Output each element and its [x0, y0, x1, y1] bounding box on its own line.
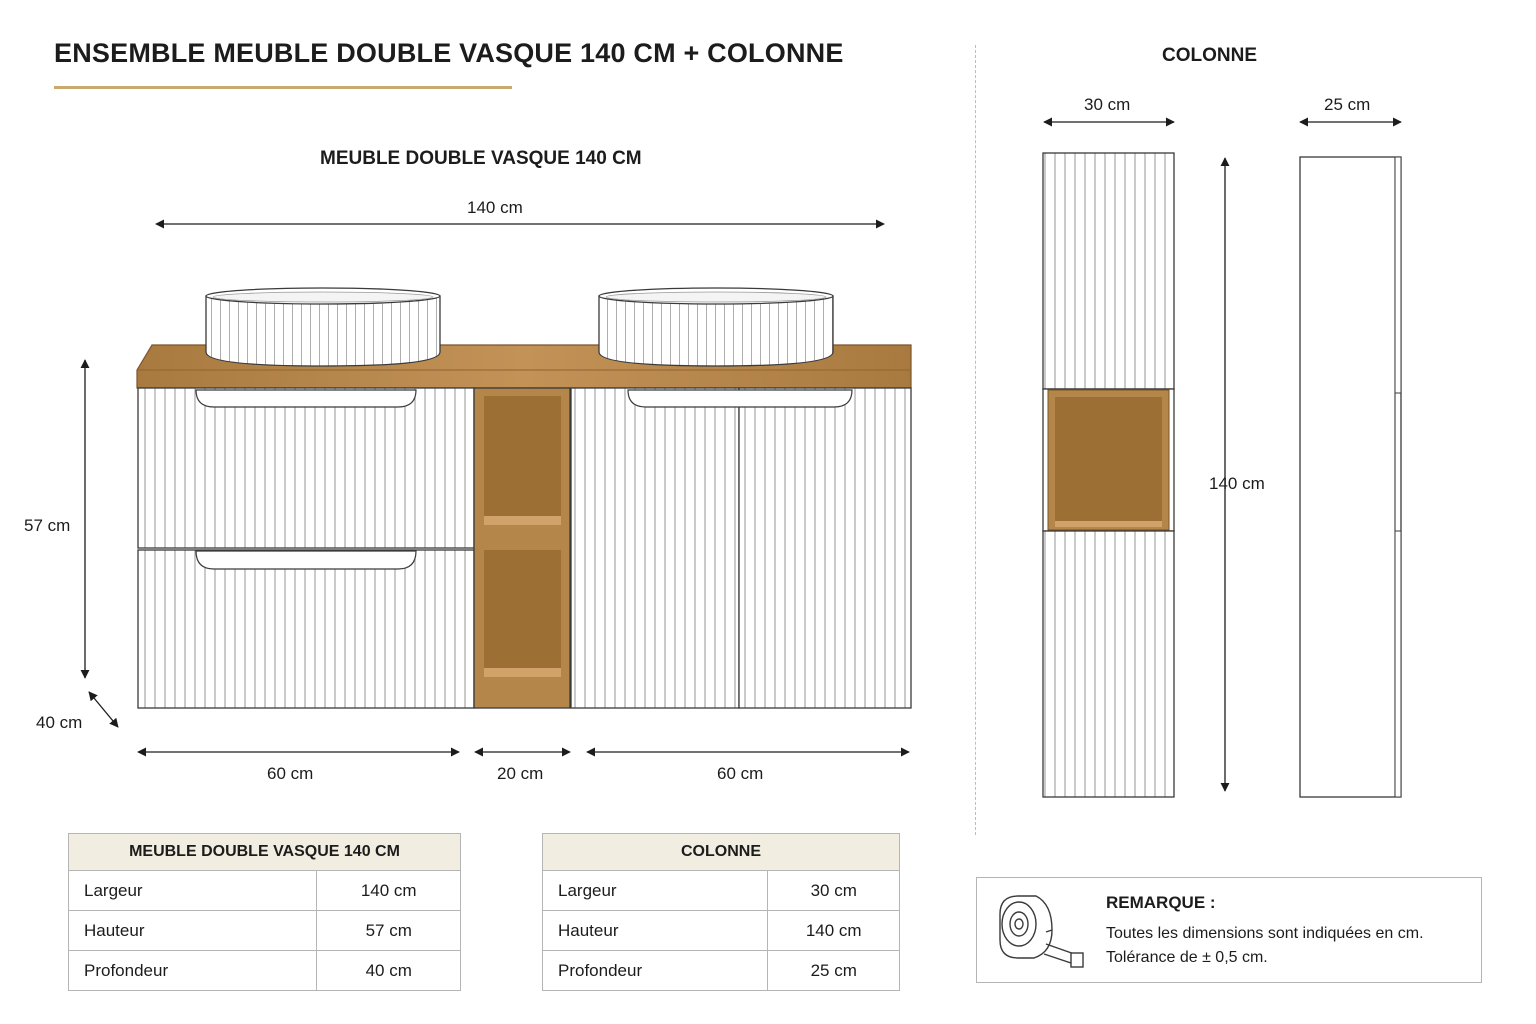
depth-dim-line [89, 692, 118, 727]
colonne-table-header: COLONNE [543, 834, 900, 871]
table-row [543, 871, 900, 911]
bottom-drawer-handle [196, 551, 416, 569]
right-door [739, 388, 911, 708]
column-width-dim-label: 30 cm [1084, 95, 1131, 114]
row-value: 30 cm [768, 871, 900, 911]
remark-line-tolerance: Tolérance de ± 0,5 cm. [1106, 949, 1268, 966]
row-label: Profondeur [543, 951, 768, 991]
column-side-view [1300, 157, 1401, 797]
colonne-spec-table [542, 833, 900, 991]
row-value: 140 cm [317, 871, 461, 911]
top-drawer-handle [196, 390, 416, 407]
left-width-dim-label: 60 cm [267, 764, 314, 783]
column-height-dim-label: 140 cm [1209, 474, 1265, 493]
column-niche [1043, 389, 1174, 531]
meuble-spec-table [68, 833, 461, 991]
door-handle [628, 390, 852, 407]
meuble-heading: MEUBLE DOUBLE VASQUE 140 CM [320, 148, 642, 169]
row-value: 57 cm [317, 911, 461, 951]
column-upper-door [1043, 153, 1174, 389]
left-door [571, 388, 739, 708]
table-row [543, 951, 900, 991]
remark-line-units: Toutes les dimensions sont indiquées en cm. [1106, 925, 1424, 942]
row-value: 140 cm [768, 911, 900, 951]
middle-width-dim-label: 20 cm [497, 764, 544, 783]
page-title: ENSEMBLE MEUBLE DOUBLE VASQUE 140 CM + COLONNE [54, 38, 844, 68]
left-basin [206, 288, 440, 366]
right-width-dim-label: 60 cm [717, 764, 764, 783]
depth-dim-label: 40 cm [36, 713, 83, 732]
remark-title: REMARQUE : [1106, 893, 1216, 912]
table-row [543, 911, 900, 951]
row-label: Largeur [543, 871, 768, 911]
column-lower-door [1043, 531, 1174, 797]
table-row [69, 951, 461, 991]
table-row [69, 911, 461, 951]
bottom-drawer [138, 550, 474, 708]
row-label: Profondeur [69, 951, 317, 991]
row-label: Hauteur [69, 911, 317, 951]
row-value: 25 cm [768, 951, 900, 991]
row-value: 40 cm [317, 951, 461, 991]
row-label: Hauteur [543, 911, 768, 951]
meuble-table-header: MEUBLE DOUBLE VASQUE 140 CM [69, 834, 461, 871]
row-label: Largeur [69, 871, 317, 911]
right-basin [599, 288, 833, 366]
top-drawer [138, 388, 474, 548]
height-dim-label: 57 cm [24, 516, 71, 535]
colonne-heading: COLONNE [1162, 45, 1257, 66]
column-depth-dim-label: 25 cm [1324, 95, 1371, 114]
width-dim-label: 140 cm [467, 198, 523, 217]
table-row [69, 871, 461, 911]
open-shelf-module [474, 388, 570, 708]
